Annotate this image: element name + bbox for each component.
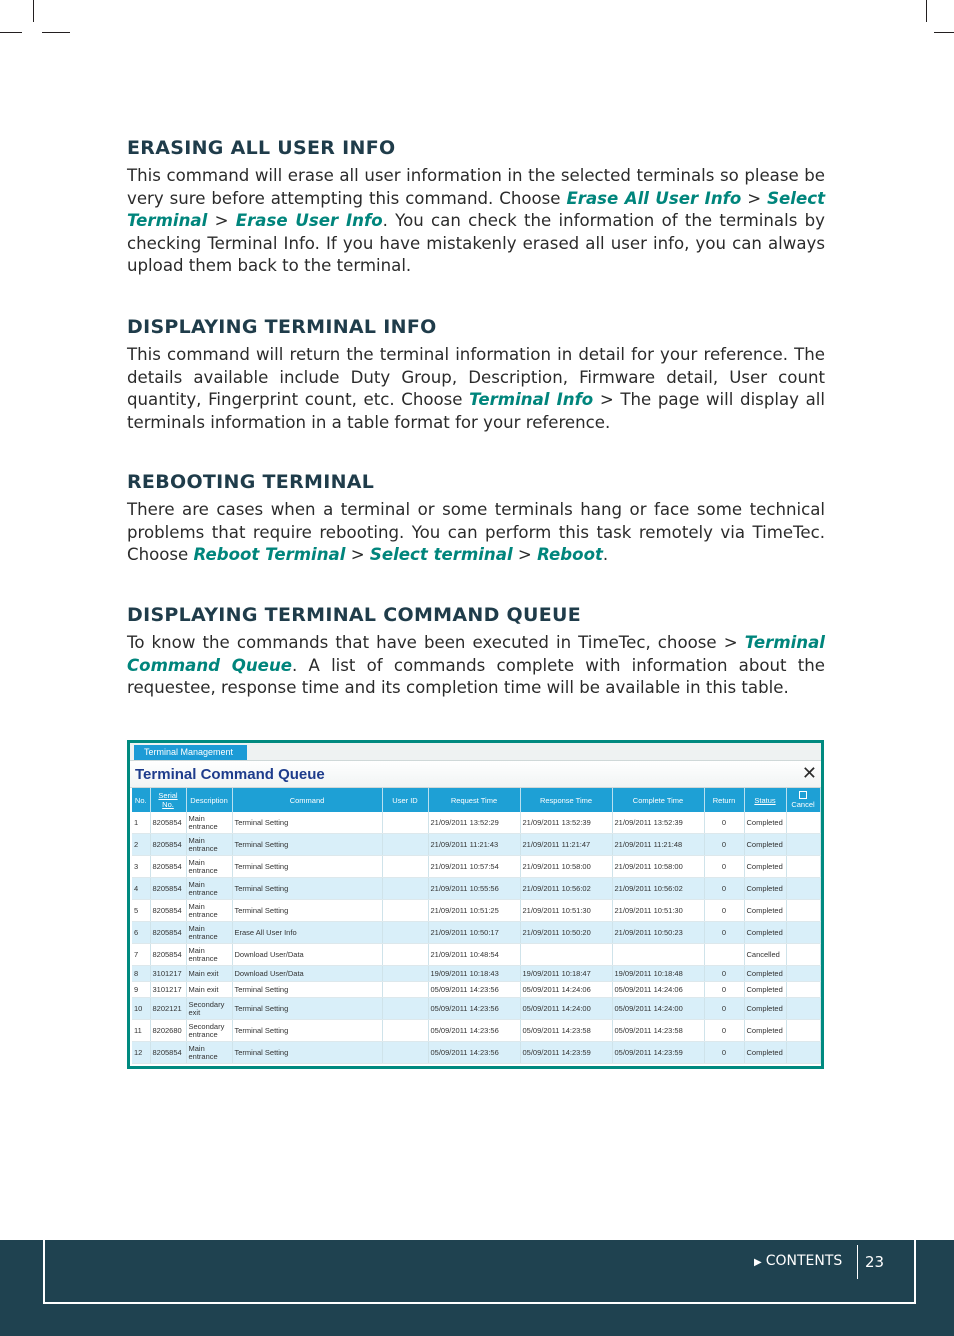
cancel-cell <box>786 922 820 944</box>
section-paragraph <box>127 165 825 278</box>
table-cell: 0 <box>704 878 744 900</box>
table-cell <box>382 834 428 856</box>
paragraph-text: > <box>345 545 370 565</box>
menu-path-highlight: Select Terminal <box>127 188 826 231</box>
table-cell: 8 <box>132 966 150 982</box>
paragraph-text: . A list of commands complete with information about the requestee, response time and its completion time will be available in this table. <box>127 655 825 698</box>
table-cell: Download User/Data <box>232 966 382 982</box>
table-cell: 0 <box>704 856 744 878</box>
table-cell: 05/09/2011 14:23:56 <box>428 1020 520 1042</box>
table-cell: 7 <box>132 944 150 966</box>
table-cell: 3 <box>132 856 150 878</box>
table-cell: Completed <box>744 856 786 878</box>
panel-title-bar <box>130 761 821 788</box>
table-cell: Terminal Setting <box>232 812 382 834</box>
table-cell: Main entrance <box>186 812 232 834</box>
table-cell <box>382 982 428 998</box>
table-cell: 10 <box>132 998 150 1020</box>
table-row[interactable] <box>132 982 820 998</box>
table-cell: Erase All User Info <box>232 922 382 944</box>
table-cell: 21/09/2011 11:21:48 <box>612 834 704 856</box>
paragraph-text: This command will erase all user information in the selected terminals so please be very sure before attempting this command. Choose <box>127 166 825 208</box>
table-cell: Completed <box>744 966 786 982</box>
section-heading: DISPLAYING TERMINAL COMMAND QUEUE <box>127 604 582 626</box>
table-cell: 21/09/2011 13:52:39 <box>612 812 704 834</box>
section-paragraph <box>127 344 825 434</box>
paragraph-text: . <box>602 545 609 565</box>
table-cell: Main exit <box>186 966 232 982</box>
tab-terminal-management[interactable]: Terminal Management <box>134 745 247 760</box>
table-cell: 8202121 <box>150 998 186 1020</box>
table-cell: 9 <box>132 982 150 998</box>
table-cell: 0 <box>704 982 744 998</box>
table-row[interactable] <box>132 966 820 982</box>
table-row[interactable] <box>132 856 820 878</box>
footer-divider <box>857 1245 858 1279</box>
section-displaying-terminal-info <box>127 316 825 434</box>
column-header-complete-time: Complete Time <box>612 788 704 812</box>
table-cell: Completed <box>744 982 786 998</box>
table-cell: 1 <box>132 812 150 834</box>
table-row[interactable] <box>132 998 820 1020</box>
section-erasing-user-info <box>127 137 825 278</box>
table-body <box>132 812 820 1064</box>
table-cell: Completed <box>744 812 786 834</box>
section-heading: DISPLAYING TERMINAL INFO <box>127 316 437 338</box>
column-header-user-id: User ID <box>382 788 428 812</box>
menu-path-highlight: Terminal Info <box>469 390 594 410</box>
table-cell: 21/09/2011 13:52:39 <box>520 812 612 834</box>
cancel-cell <box>786 900 820 922</box>
table-cell: 19/09/2011 10:18:48 <box>612 966 704 982</box>
column-header-serial-no[interactable]: Serial No. <box>150 788 186 812</box>
table-row[interactable] <box>132 944 820 966</box>
table-cell: 05/09/2011 14:24:06 <box>520 982 612 998</box>
panel-title: Terminal Command Queue <box>135 766 325 783</box>
table-cell: 05/09/2011 14:23:56 <box>428 998 520 1020</box>
table-cell: 0 <box>704 922 744 944</box>
table-cell: 21/09/2011 10:51:25 <box>428 900 520 922</box>
page-footer <box>0 1240 954 1336</box>
column-header-command: Command <box>232 788 382 812</box>
table-cell <box>382 944 428 966</box>
section-terminal-command-queue <box>127 604 825 700</box>
paragraph-text: > <box>512 545 538 565</box>
table-cell: 4 <box>132 878 150 900</box>
table-cell: Completed <box>744 922 786 944</box>
table-cell: 21/09/2011 10:50:17 <box>428 922 520 944</box>
table-cell: 21/09/2011 11:21:47 <box>520 834 612 856</box>
cancel-cell <box>786 812 820 834</box>
paragraph-text: This command will return the terminal information in detail for your reference. The details available include Duty Group, Description, Firmware detail, User count quantity, Fingerprint count, etc. Choose <box>127 345 825 410</box>
table-cell: 21/09/2011 10:56:02 <box>612 878 704 900</box>
table-cell: 5 <box>132 900 150 922</box>
table-cell: 05/09/2011 14:23:59 <box>612 1042 704 1064</box>
contents-link[interactable] <box>754 1253 842 1269</box>
table-cell: 05/09/2011 14:23:56 <box>428 982 520 998</box>
table-cell: 11 <box>132 1020 150 1042</box>
cancel-cell <box>786 1042 820 1064</box>
table-cell: Cancelled <box>744 944 786 966</box>
table-cell: Main entrance <box>186 878 232 900</box>
crop-mark <box>926 0 927 22</box>
table-row[interactable] <box>132 1042 820 1064</box>
table-cell: 8205854 <box>150 900 186 922</box>
section-paragraph <box>127 632 825 700</box>
table-cell <box>382 812 428 834</box>
table-cell: Terminal Setting <box>232 998 382 1020</box>
table-cell: Completed <box>744 1042 786 1064</box>
table-cell: Main exit <box>186 982 232 998</box>
cancel-cell <box>786 878 820 900</box>
table-cell: 2 <box>132 834 150 856</box>
cancel-label: Cancel <box>791 800 815 809</box>
table-cell: 21/09/2011 10:58:00 <box>612 856 704 878</box>
table-cell: Main entrance <box>186 856 232 878</box>
crop-mark <box>934 32 954 33</box>
table-cell: Completed <box>744 878 786 900</box>
table-cell: 21/09/2011 10:55:56 <box>428 878 520 900</box>
table-row[interactable] <box>132 1020 820 1042</box>
table-cell: Main entrance <box>186 834 232 856</box>
table-cell: 8205854 <box>150 878 186 900</box>
table-cell: 21/09/2011 10:57:54 <box>428 856 520 878</box>
table-cell <box>520 944 612 966</box>
column-header-status[interactable]: Status <box>744 788 786 812</box>
table-cell: 05/09/2011 14:23:58 <box>612 1020 704 1042</box>
table-row[interactable] <box>132 900 820 922</box>
command-queue-table <box>132 788 821 1064</box>
table-cell: Terminal Setting <box>232 834 382 856</box>
table-cell: 19/09/2011 10:18:43 <box>428 966 520 982</box>
cancel-cell <box>786 944 820 966</box>
table-cell: Terminal Setting <box>232 1042 382 1064</box>
table-row[interactable] <box>132 834 820 856</box>
table-cell: Terminal Setting <box>232 982 382 998</box>
table-cell: 3101217 <box>150 982 186 998</box>
paragraph-text: To know the commands that have been executed in TimeTec, choose > <box>127 633 745 652</box>
close-icon[interactable]: ✕ <box>801 763 817 783</box>
table-cell: Completed <box>744 834 786 856</box>
table-cell: 21/09/2011 10:51:30 <box>612 900 704 922</box>
table-cell: Download User/Data <box>232 944 382 966</box>
table-cell: 8202680 <box>150 1020 186 1042</box>
table-cell: 12 <box>132 1042 150 1064</box>
table-cell <box>612 944 704 966</box>
table-cell: 05/09/2011 14:24:00 <box>520 998 612 1020</box>
column-header-return: Return <box>704 788 744 812</box>
table-cell: 05/09/2011 14:23:56 <box>428 1042 520 1064</box>
column-header-description: Description <box>186 788 232 812</box>
table-cell: 21/09/2011 10:50:20 <box>520 922 612 944</box>
page-number: 23 <box>865 1253 885 1271</box>
table-row[interactable] <box>132 922 820 944</box>
cancel-cell <box>786 834 820 856</box>
table-cell: 21/09/2011 10:50:23 <box>612 922 704 944</box>
tab-bar <box>130 743 821 761</box>
table-cell: 0 <box>704 966 744 982</box>
table-cell <box>382 966 428 982</box>
table-cell: Terminal Setting <box>232 856 382 878</box>
section-heading: ERASING ALL USER INFO <box>127 137 396 159</box>
footer-frame <box>43 1240 916 1304</box>
table-cell: 8205854 <box>150 856 186 878</box>
table-cell: 05/09/2011 14:24:00 <box>612 998 704 1020</box>
column-header-cancel[interactable] <box>786 788 820 812</box>
table-cell: 05/09/2011 14:23:58 <box>520 1020 612 1042</box>
table-header-row <box>132 788 820 812</box>
table-cell <box>382 998 428 1020</box>
table-cell: 8205854 <box>150 1042 186 1064</box>
cancel-cell <box>786 856 820 878</box>
table-cell <box>382 1042 428 1064</box>
cancel-checkbox-icon[interactable] <box>799 791 807 799</box>
table-cell <box>382 922 428 944</box>
table-cell: Terminal Setting <box>232 1020 382 1042</box>
table-cell: 19/09/2011 10:18:47 <box>520 966 612 982</box>
table-cell: Terminal Setting <box>232 878 382 900</box>
paragraph-text: . You can check the information of the terminals by checking Terminal Info. If you have mistakenly erased all user info, you can always upload them back to the terminal. <box>127 211 825 276</box>
column-header-no: No. <box>132 788 150 812</box>
table-cell: Secondary exit <box>186 998 232 1020</box>
table-cell: 6 <box>132 922 150 944</box>
table-cell: 8205854 <box>150 812 186 834</box>
table-cell: 05/09/2011 14:24:06 <box>612 982 704 998</box>
table-cell: Completed <box>744 1020 786 1042</box>
table-row[interactable] <box>132 878 820 900</box>
contents-label: CONTENTS <box>765 1253 843 1269</box>
paragraph-text: > <box>741 188 768 208</box>
table-cell: 21/09/2011 10:58:00 <box>520 856 612 878</box>
paragraph-text: > The page will display all terminals information in a table format for your reference. <box>127 390 825 432</box>
crop-mark <box>33 0 34 22</box>
table-cell: 8205854 <box>150 922 186 944</box>
menu-path-highlight: Erase User Info <box>235 211 383 231</box>
menu-path-highlight: Reboot <box>537 545 603 565</box>
table-cell: Main entrance <box>186 922 232 944</box>
section-rebooting-terminal <box>127 471 825 567</box>
table-cell: 3101217 <box>150 966 186 982</box>
table-cell: 8205854 <box>150 944 186 966</box>
column-header-request-time: Request Time <box>428 788 520 812</box>
terminal-command-queue-screenshot <box>127 740 824 1069</box>
cancel-cell <box>786 966 820 982</box>
cancel-cell <box>786 1020 820 1042</box>
table-cell <box>382 900 428 922</box>
table-cell: Completed <box>744 998 786 1020</box>
table-cell: 0 <box>704 900 744 922</box>
paragraph-text: There are cases when a terminal or some terminals hang or face some technical problems that require rebooting. You can perform this task remotely via TimeTec. Choose <box>127 500 825 565</box>
cancel-cell <box>786 982 820 998</box>
table-cell: 21/09/2011 11:21:43 <box>428 834 520 856</box>
table-cell: Secondary entrance <box>186 1020 232 1042</box>
paragraph-text: > <box>207 211 236 231</box>
menu-path-highlight: Terminal Command Queue <box>127 633 825 675</box>
table-cell <box>382 856 428 878</box>
table-cell <box>704 944 744 966</box>
menu-path-highlight: Erase All User Info <box>566 188 742 208</box>
table-cell: 21/09/2011 10:51:30 <box>520 900 612 922</box>
table-cell: 05/09/2011 14:23:59 <box>520 1042 612 1064</box>
section-paragraph <box>127 499 825 567</box>
table-cell: Completed <box>744 900 786 922</box>
table-row[interactable] <box>132 812 820 834</box>
table-cell: 21/09/2011 10:56:02 <box>520 878 612 900</box>
table-cell <box>382 1020 428 1042</box>
table-cell: Terminal Setting <box>232 900 382 922</box>
table-cell: Main entrance <box>186 900 232 922</box>
crop-mark <box>0 32 22 33</box>
triangle-right-icon: ▶ <box>754 1257 762 1268</box>
table-cell: 21/09/2011 10:48:54 <box>428 944 520 966</box>
table-cell: 0 <box>704 812 744 834</box>
table-cell: 0 <box>704 1042 744 1064</box>
table-cell: 0 <box>704 1020 744 1042</box>
table-cell: 0 <box>704 998 744 1020</box>
table-cell: 8205854 <box>150 834 186 856</box>
menu-path-highlight: Select terminal <box>369 545 513 565</box>
crop-mark <box>42 32 70 33</box>
menu-path-highlight: Reboot Terminal <box>193 545 346 565</box>
table-cell: Main entrance <box>186 944 232 966</box>
section-heading: REBOOTING TERMINAL <box>127 471 375 493</box>
column-header-response-time: Response Time <box>520 788 612 812</box>
table-cell: 21/09/2011 13:52:29 <box>428 812 520 834</box>
cancel-cell <box>786 998 820 1020</box>
table-cell <box>382 878 428 900</box>
table-cell: Main entrance <box>186 1042 232 1064</box>
table-cell: 0 <box>704 834 744 856</box>
